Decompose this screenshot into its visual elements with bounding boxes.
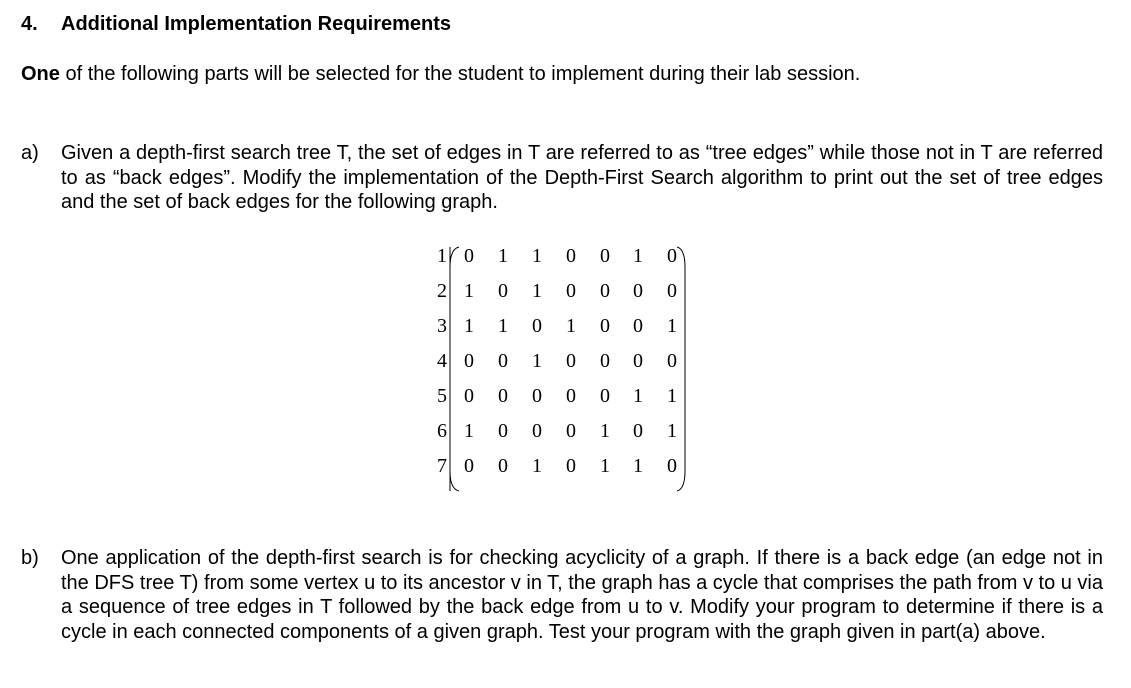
intro-paragraph — [21, 63, 860, 86]
matrix-row — [431, 243, 701, 273]
matrix-cell: 1 — [532, 280, 542, 302]
matrix-cell: 0 — [566, 455, 576, 477]
matrix-cell: 0 — [566, 420, 576, 442]
matrix-cell: 0 — [667, 455, 677, 477]
matrix-cell: 1 — [566, 315, 576, 337]
part-b — [21, 546, 1103, 644]
matrix-cell: 1 — [633, 245, 643, 267]
matrix-row-label: 3 — [437, 315, 447, 337]
matrix-cell: 0 — [667, 280, 677, 302]
matrix-cell: 0 — [600, 280, 610, 302]
matrix-cell: 1 — [498, 315, 508, 337]
matrix-cell: 1 — [667, 420, 677, 442]
matrix-cell: 0 — [464, 350, 474, 372]
matrix-cell: 0 — [464, 245, 474, 267]
matrix-cell: 0 — [566, 350, 576, 372]
matrix-cell: 0 — [600, 385, 610, 407]
matrix-cell: 0 — [532, 420, 542, 442]
matrix-cell: 0 — [667, 245, 677, 267]
matrix-cell: 1 — [464, 280, 474, 302]
matrix-cell: 0 — [600, 315, 610, 337]
part-b-marker: b) — [21, 547, 39, 569]
section-number: 4. — [21, 13, 38, 35]
matrix-cell: 0 — [600, 350, 610, 372]
matrix-cell: 1 — [667, 315, 677, 337]
matrix-row-label: 6 — [437, 420, 447, 442]
adjacency-matrix — [431, 243, 701, 495]
matrix-cell: 0 — [600, 245, 610, 267]
matrix-cell: 0 — [498, 280, 508, 302]
part-a — [21, 141, 1103, 215]
matrix-row — [431, 348, 701, 378]
matrix-cell: 1 — [532, 245, 542, 267]
matrix-row-label: 5 — [437, 385, 447, 407]
intro-text: of the following parts will be selected for the student to implement during their lab session. — [59, 63, 861, 85]
matrix-row-label: 1 — [437, 245, 447, 267]
matrix-cell: 0 — [566, 280, 576, 302]
matrix-cell: 1 — [464, 420, 474, 442]
matrix-row — [431, 278, 701, 308]
matrix-cell: 0 — [498, 455, 508, 477]
matrix-cell: 0 — [464, 385, 474, 407]
matrix-cell: 0 — [532, 315, 542, 337]
matrix-cell: 0 — [498, 385, 508, 407]
section-title: Additional Implementation Requirements — [61, 13, 452, 35]
section-heading — [21, 13, 451, 36]
part-a-text: Given a depth-first search tree T, the set of edges in T are referred to as “tree edges” while those not in T are referred to as “back edges”. Modify the implementation of the Depth-First Search algorithm to print out the set of tree edges and the set of back edges for the following graph. — [61, 142, 1103, 213]
matrix-cell: 1 — [464, 315, 474, 337]
matrix-cell: 0 — [498, 420, 508, 442]
matrix-row-label: 7 — [437, 455, 447, 477]
matrix-row-label: 4 — [437, 350, 447, 372]
matrix-cell: 1 — [633, 385, 643, 407]
matrix-row — [431, 383, 701, 413]
matrix-cell: 0 — [633, 350, 643, 372]
matrix-row — [431, 453, 701, 483]
matrix-row — [431, 418, 701, 448]
matrix-row-label: 2 — [437, 280, 447, 302]
matrix-cell: 0 — [633, 280, 643, 302]
matrix-cell: 1 — [532, 350, 542, 372]
intro-emphasis: One — [21, 63, 60, 85]
matrix-cell: 0 — [633, 315, 643, 337]
matrix-cell: 1 — [667, 385, 677, 407]
matrix-cell: 1 — [532, 455, 542, 477]
matrix-cell: 0 — [667, 350, 677, 372]
matrix-cell: 1 — [600, 420, 610, 442]
matrix-cell: 0 — [464, 455, 474, 477]
part-a-marker: a) — [21, 142, 39, 164]
matrix-cell: 1 — [633, 455, 643, 477]
matrix-cell: 0 — [633, 420, 643, 442]
matrix-cell: 1 — [498, 245, 508, 267]
matrix-cell: 0 — [566, 245, 576, 267]
matrix-cell: 1 — [600, 455, 610, 477]
matrix-cell: 0 — [532, 385, 542, 407]
matrix-cell: 0 — [498, 350, 508, 372]
matrix-cell: 0 — [566, 385, 576, 407]
matrix-row — [431, 313, 701, 343]
part-b-text: One application of the depth-first search is for checking acyclicity of a graph. If there is a back edge (an edge not in the DFS tree T) from some vertex u to its ancestor v in T, the graph has a cycle that comprises the path from v to u via a sequence of tree edges in T followed by the back edge from u to v. Modify your program to determine if there is a cycle in each connected components of a given graph. Test your program with the graph given in part(a) above. — [61, 547, 1103, 643]
